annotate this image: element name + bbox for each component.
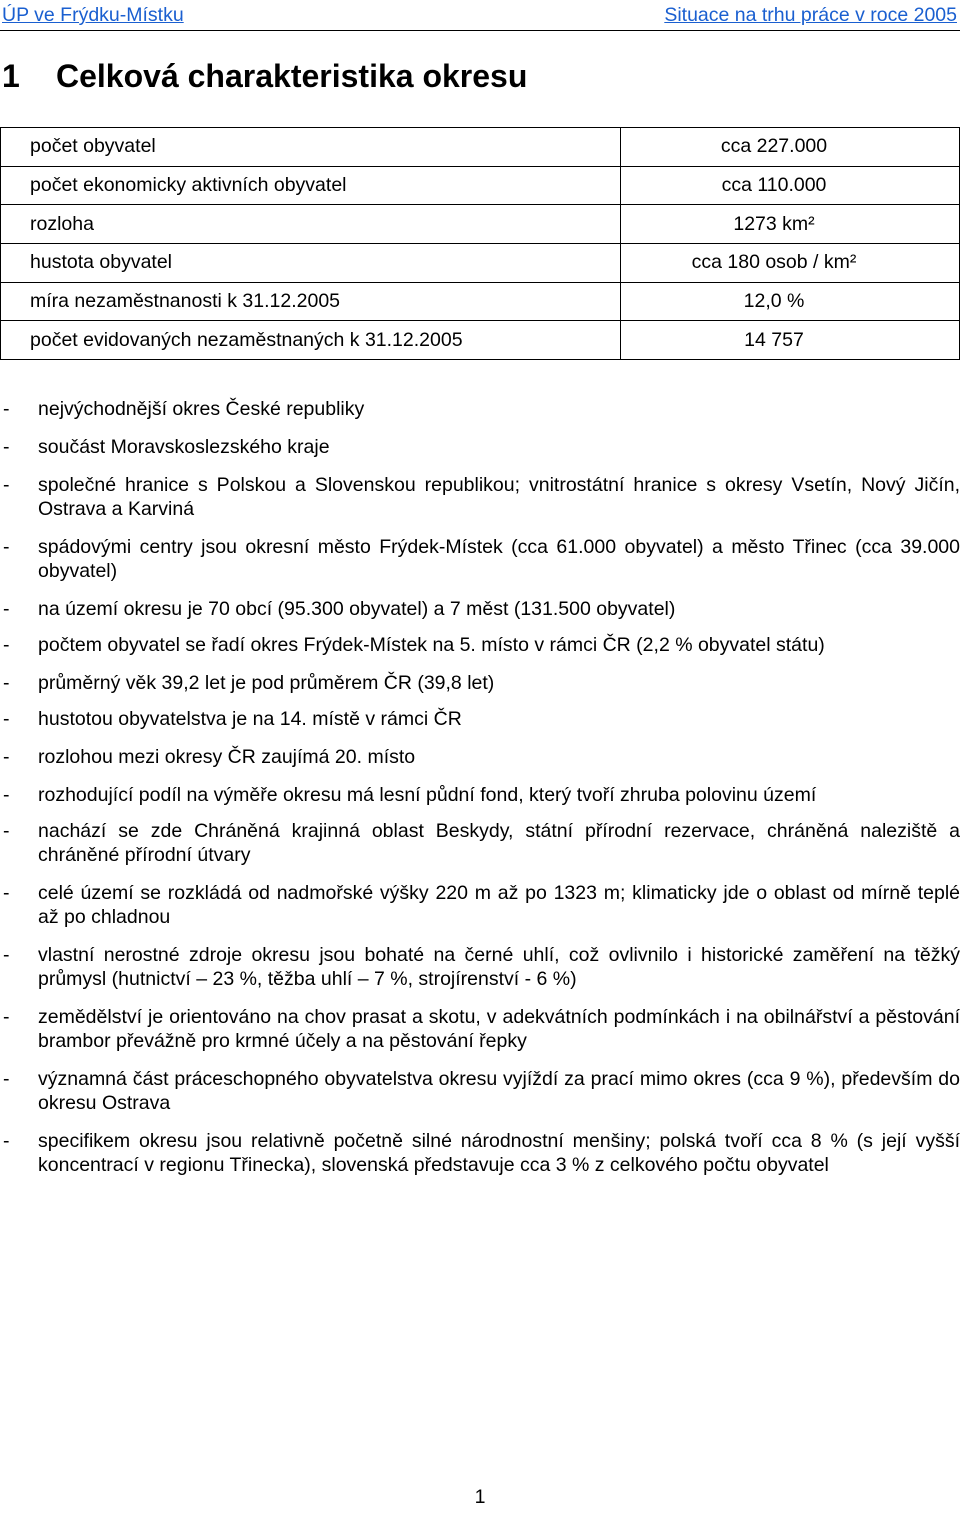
bullet-dash: -	[3, 882, 10, 904]
list-item	[0, 943, 960, 991]
table-row	[1, 166, 960, 205]
bullet-dash: -	[3, 536, 10, 558]
section-title-text: Celková charakteristika okresu	[56, 58, 528, 94]
page-number: 1	[474, 1486, 486, 1508]
list-item-text: počtem obyvatel se řadí okres Frýdek-Místek na 5. místo v rámci ČR (2,2 % obyvatel státu)	[38, 634, 825, 656]
stat-label: počet ekonomicky aktivních obyvatel	[1, 166, 621, 205]
list-item-text: významná část práceschopného obyvatelstva okresu vyjíždí za prací mimo okres (cca 9 %), především do okresu Ostrava	[38, 1068, 960, 1114]
bullet-dash: -	[3, 1130, 10, 1152]
list-item-text: celé území se rozkládá od nadmořské výšky 220 m až po 1323 m; klimaticky jde o oblast od mírně teplé až po chladnou	[38, 882, 960, 928]
stat-label: hustota obyvatel	[1, 244, 621, 283]
list-item-text: specifikem okresu jsou relativně početně silné národnostní menšiny; polská tvoří cca 8 % (s její vyšší koncentrací v regionu Třinecka), slovenská představuje cca 3 % z celkového počtu obyvatel	[38, 1130, 960, 1176]
list-item	[0, 1129, 960, 1177]
list-item-text: zemědělství je orientováno na chov prasat a skotu, v adekvátních podmínkách i na obilnářství a pěstování brambor převážně pro krmné účely a na pěstování řepky	[38, 1006, 960, 1052]
stat-value: 1273 km²	[621, 205, 960, 244]
page-header	[0, 0, 960, 31]
list-item	[0, 633, 960, 657]
stat-value: 12,0 %	[621, 282, 960, 321]
bullet-dash: -	[3, 634, 10, 656]
list-item-text: nejvýchodnější okres České republiky	[38, 398, 365, 420]
bullet-dash: -	[3, 398, 10, 420]
table-row	[1, 282, 960, 321]
list-item	[0, 819, 960, 867]
section-number: 1	[2, 58, 20, 94]
list-item	[0, 597, 960, 621]
list-item	[0, 671, 960, 695]
list-item-text: vlastní nerostné zdroje okresu jsou bohaté na černé uhlí, což ovlivnilo i historické zaměření na těžký průmysl (hutnictví – 23 %, těžba uhlí – 7 %, strojírenství - 6 %)	[38, 944, 960, 990]
list-item	[0, 783, 960, 807]
list-item	[0, 707, 960, 731]
stats-table	[0, 127, 960, 360]
list-item-text: nachází se zde Chráněná krajinná oblast Beskydy, státní přírodní rezervace, chráněná naleziště a chráněné přírodní útvary	[38, 820, 960, 866]
list-item	[0, 535, 960, 583]
header-left-link[interactable]: ÚP ve Frýdku-Místku	[2, 4, 184, 26]
list-item-text: průměrný věk 39,2 let je pod průměrem ČR (39,8 let)	[38, 672, 495, 694]
table-row	[1, 128, 960, 167]
bullet-dash: -	[3, 1068, 10, 1090]
list-item	[0, 397, 960, 421]
list-item	[0, 745, 960, 769]
list-item-text: hustotou obyvatelstva je na 14. místě v rámci ČR	[38, 708, 462, 730]
bullet-dash: -	[3, 1006, 10, 1028]
list-item-text: rozhodující podíl na výměře okresu má lesní půdní fond, který tvoří zhruba polovinu území	[38, 784, 817, 806]
header-right-link[interactable]: Situace na trhu práce v roce 2005	[664, 4, 957, 26]
bullet-dash: -	[3, 820, 10, 842]
list-item	[0, 435, 960, 459]
stat-value: cca 227.000	[621, 128, 960, 167]
list-item	[0, 881, 960, 929]
bullet-dash: -	[3, 474, 10, 496]
bullet-dash: -	[3, 944, 10, 966]
stat-value: 14 757	[621, 321, 960, 360]
list-item	[0, 1067, 960, 1115]
stat-value: cca 180 osob / km²	[621, 244, 960, 283]
bullet-dash: -	[3, 746, 10, 768]
stat-value: cca 110.000	[621, 166, 960, 205]
list-item-text: rozlohou mezi okresy ČR zaujímá 20. místo	[38, 746, 416, 768]
bullet-dash: -	[3, 436, 10, 458]
list-item	[0, 473, 960, 521]
bullet-dash: -	[3, 672, 10, 694]
stat-label: rozloha	[1, 205, 621, 244]
section-title	[2, 58, 527, 95]
list-item-text: spádovými centry jsou okresní město Frýdek-Místek (cca 61.000 obyvatel) a město Třinec (cca 39.000 obyvatel)	[38, 536, 960, 582]
stat-label: počet obyvatel	[1, 128, 621, 167]
bullet-dash: -	[3, 784, 10, 806]
table-row	[1, 244, 960, 283]
table-row	[1, 321, 960, 360]
stat-label: počet evidovaných nezaměstnaných k 31.12.2005	[1, 321, 621, 360]
table-row	[1, 205, 960, 244]
list-item-text: společné hranice s Polskou a Slovenskou republikou; vnitrostátní hranice s okresy Vsetín, Nový Jičín, Ostrava a Karviná	[38, 474, 960, 520]
bullet-dash: -	[3, 708, 10, 730]
stat-label: míra nezaměstnanosti k 31.12.2005	[1, 282, 621, 321]
list-item-text: součást Moravskoslezského kraje	[38, 436, 330, 458]
bullet-dash: -	[3, 598, 10, 620]
list-item-text: na území okresu je 70 obcí (95.300 obyvatel) a 7 měst (131.500 obyvatel)	[38, 598, 676, 620]
list-item	[0, 1005, 960, 1053]
